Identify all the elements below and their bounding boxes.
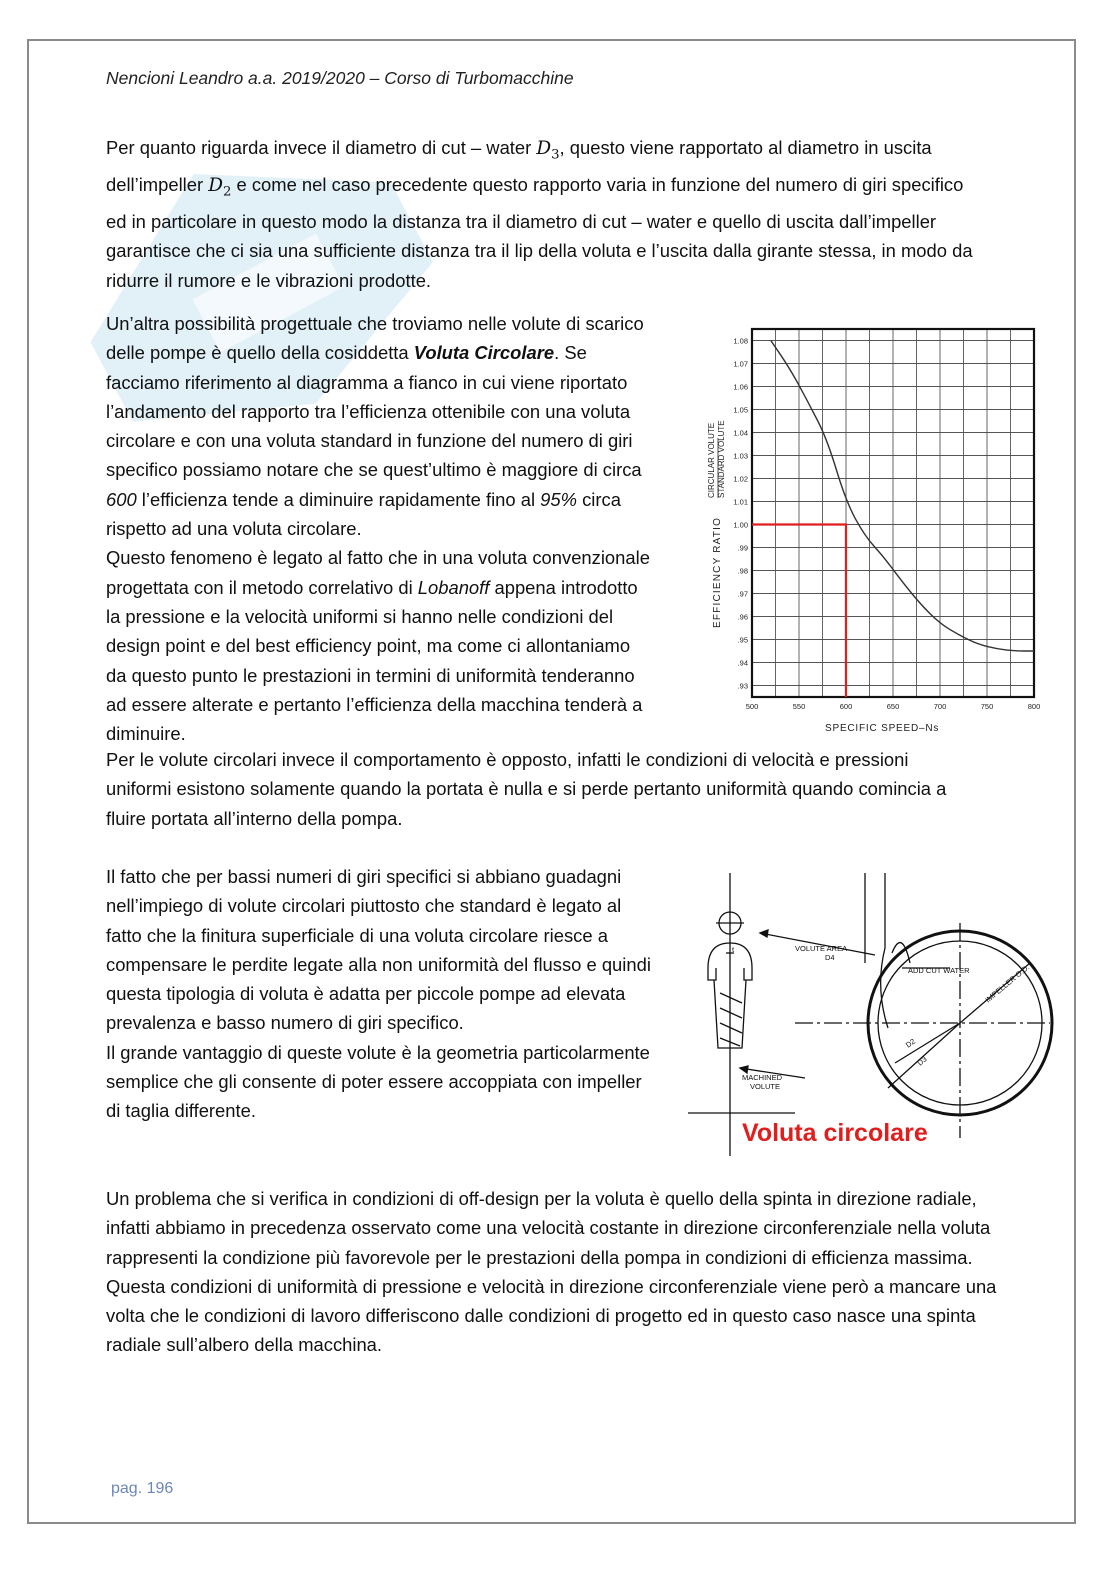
paragraph-radial-thrust: Un problema che si verifica in condizioni di off-design per la voluta è quello della spinta in direzione radiale, infatti abbiamo in precedenza osservato come una velocità costante in direzione circonferenziale nella voluta rappresenti la condizione più favorevole per le prestazioni della pompa in condizioni di efficienza massima. Questa condizioni di uniformità di pressione e velocità in direzione circonferenziale viene però a mancare una volta che le condizioni di lavoro differiscono dalle condizioni di progetto ed in questo caso nasce una spinta radiale sull’albero della macchina. (106, 1188, 997, 1356)
symbol-d2: $D_2$ (208, 174, 232, 200)
chart-y-tick-label: 1.06 (733, 382, 748, 392)
d3-line (888, 1023, 960, 1088)
chart-y-tick-label: 1.08 (733, 336, 748, 346)
arrow-machined (740, 1066, 748, 1073)
value-95: 95% (540, 488, 577, 510)
page-number: pag. 196 (111, 1480, 174, 1497)
paragraph-voluta-circolare: Un’altra possibilità progettuale che troviamo nelle volute di scarico delle pompe è quello della cosiddetta Voluta Circolare. Se facciamo riferimento al diagramma a fianco in cui viene riportato l’andamento del rapporto tra l’efficienza ottenibile con una voluta circolare e con una voluta standard in funzione del numero di giri specifico possiamo notare che se quest’ultimo è maggiore di circa 600 l’efficienza tende a diminuire rapidamente fino al 95% circa rispetto ad una voluta circolare. Questo fenomeno è legato al fatto che in una voluta convenzionale progettata con il metodo correlativo di Lobanoff appena introdotto la pressione e la velocità uniformi si hanno nelle condizioni del design point e del best efficiency point, ma come ci allontaniamo da questo punto le prestazioni in termini di uniformità tenderanno ad essere alterate e pertanto l’efficienza della macchina tenderà a diminuire. (106, 313, 650, 745)
chart-y-tick-label: 1.00 (733, 520, 748, 530)
chart-y-ticks (733, 337, 748, 691)
label-volute: VOLUTE (750, 1082, 781, 1091)
chart-y-tick-label: 1.02 (733, 474, 748, 484)
chart-x-tick-label: 800 (1027, 702, 1041, 711)
chart-y-fraction-bottom: STANDARD VOLUTE (717, 420, 726, 498)
chart-x-tick-label: 600 (839, 702, 853, 711)
label-volute-area: VOLUTE AREA (795, 944, 848, 953)
symbol-d3: $D_3$ (536, 138, 560, 163)
page-header: Nencioni Leandro a.a. 2019/2020 – Corso di Turbomacchine (106, 68, 574, 88)
chart-y-tick-label: 1.03 (733, 451, 748, 461)
label-t: t (732, 945, 735, 954)
chart-y-fraction-top: CIRCULAR VOLUTE (707, 422, 716, 498)
chart-y-tick-label: .98 (737, 566, 748, 576)
paragraph-cut-water: Per quanto riguarda invece il diametro di cut – water $D_3$, questo viene rapportato al diametro in uscita dell’impeller $D_2$ e come nel caso precedente questo rapporto varia in funzione del numero di giri specifico ed in particolare in questo modo la distanza tra il diametro di cut – water e quello di uscita dall’impeller garantisce che ci sia una sufficiente distanza tra il lip della voluta e l’uscita dalla girante stessa, in modo da ridurre il rumore e le vibrazioni prodotte. (106, 137, 973, 291)
chart-series-line (771, 341, 1034, 652)
chart-x-tick-label: 700 (933, 702, 947, 711)
efficiency-ratio-chart (700, 318, 1045, 746)
chart-grid (752, 329, 1034, 697)
chart-x-ticks (746, 702, 1041, 711)
chart-x-tick-label: 550 (792, 702, 806, 711)
circular-volute-diagram (670, 868, 1070, 1160)
label-machined: MACHINED (742, 1073, 783, 1082)
chart-x-tick-label: 650 (886, 702, 900, 711)
value-600: 600 (106, 488, 137, 510)
chart-y-tick-label: 1.07 (733, 359, 748, 369)
chart-y-tick-label: 1.05 (733, 405, 748, 415)
chart-y-tick-label: .99 (737, 543, 748, 553)
chart-x-label: SPECIFIC SPEED–Ns (825, 723, 940, 734)
chart-x-tick-label: 500 (745, 702, 759, 711)
paragraph-circular-behaviour: Per le volute circolari invece il comportamento è opposto, infatti le condizioni di velocità e pressioni uniformi esistono solamente quando la portata è nulla e si perde pertanto uniformità quando comincia a fluire portata all’interno della pompa. (106, 749, 947, 829)
chart-y-tick-label: .94 (737, 658, 748, 668)
term-lobanoff: Lobanoff (417, 576, 490, 598)
chart-y-tick-label: .95 (737, 635, 748, 645)
chart-y-tick-label: .96 (737, 612, 748, 622)
volute-tongue (881, 873, 888, 1028)
label-d4: D4 (825, 953, 835, 962)
chart-y-tick-label: 1.01 (733, 497, 748, 507)
diagram-caption: Voluta circolare (742, 1119, 928, 1147)
label-add-cut-water: ADD CUT WATER (908, 966, 970, 975)
chart-y-tick-label: .93 (737, 681, 748, 691)
chart-y-label: EFFICIENCY RATIO (712, 516, 723, 628)
chart-y-tick-label: .97 (737, 589, 748, 599)
label-d3: D3 (915, 1054, 929, 1068)
paragraph-advantages: Il fatto che per bassi numeri di giri specifici si abbiano guadagni nell’impiego di volute circolari piuttosto che standard è legato al fatto che la finitura superficiale di una voluta circolare riesce a compensare le perdite legate alla non uniformità del flusso e quindi questa tipologia di voluta è adatta per piccole pompe ad elevata prevalenza e basso numero di giri specifico. Il grande vantaggio di queste volute è la geometria particolarmente semplice che gli consente di poter essere accoppiata con impeller di taglia differente. (106, 866, 651, 1122)
label-d2: D2 (903, 1036, 918, 1050)
chart-x-tick-label: 750 (980, 702, 994, 711)
arrow-volute-area (760, 930, 768, 937)
label-impeller-od: IMPELLER O.D. (983, 962, 1032, 1005)
chart-y-tick-label: 1.04 (733, 428, 748, 438)
term-voluta-circolare: Voluta Circolare (413, 342, 555, 364)
